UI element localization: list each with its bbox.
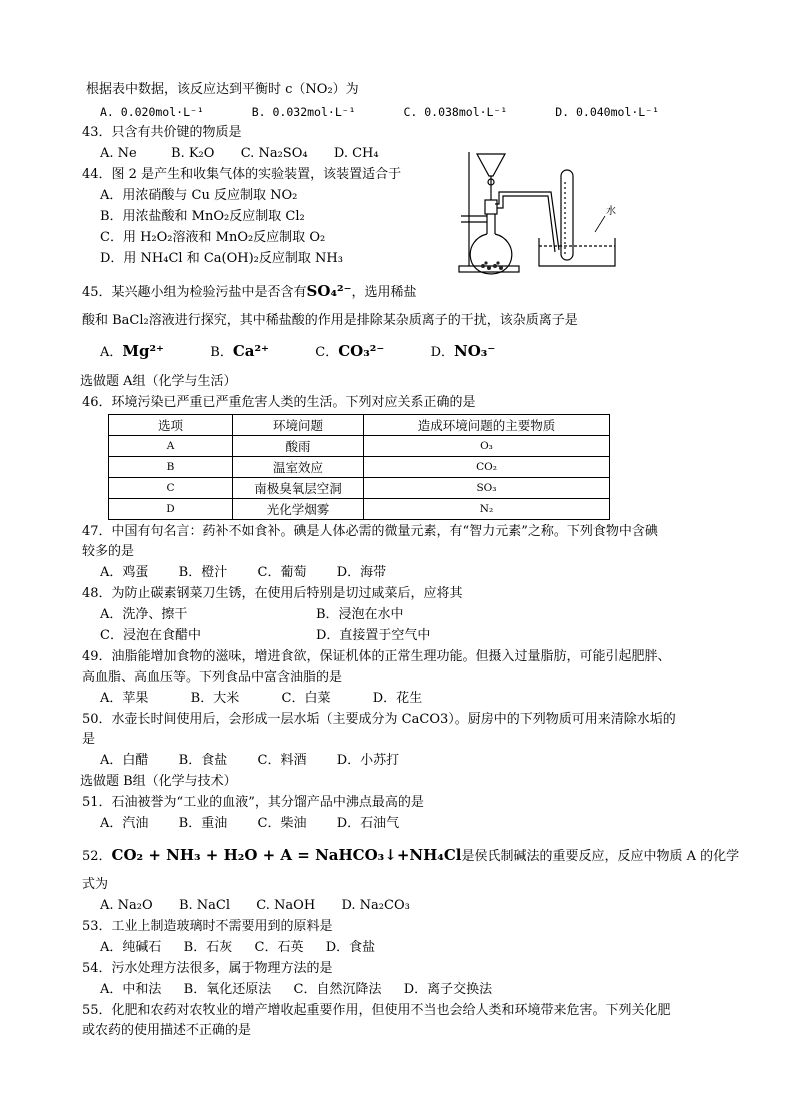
table-cell: 酸雨 — [233, 436, 364, 457]
table-header: 环境问题 — [233, 415, 364, 436]
q44-option-b[interactable]: B．用浓盐酸和 MnO₂反应制取 Cl₂ — [100, 209, 305, 224]
q52-option-c[interactable]: C. NaOH — [256, 898, 316, 913]
table-cell: CO₂ — [364, 457, 610, 478]
q53-options — [100, 939, 375, 957]
section-a-heading: 选做题 A组（化学与生活） — [80, 374, 237, 389]
table-cell: 温室效应 — [233, 457, 364, 478]
q54-option-b[interactable]: B．氧化还原法 — [183, 982, 272, 997]
q42-option-a[interactable]: A. 0.020mol·L⁻¹ — [100, 105, 204, 119]
q46-stem: 46．环境污染已严重已严重危害人类的生活。下列对应关系正确的是 — [82, 395, 476, 410]
q45-stem-line1 — [82, 282, 417, 302]
table-row — [109, 499, 610, 520]
q53-option-a[interactable]: A．纯碱石 — [100, 940, 162, 955]
q52-stem-line2: 式为 — [82, 877, 109, 892]
table-row — [109, 457, 610, 478]
q45-option-b[interactable]: B．Ca²⁺ — [210, 342, 269, 360]
table-header-row — [109, 415, 610, 436]
q48-option-d[interactable]: D．直接置于空气中 — [316, 628, 431, 643]
figure-label-water: 水 — [606, 206, 616, 217]
q52-options — [100, 897, 410, 915]
table-header: 选项 — [109, 415, 233, 436]
q47-option-c[interactable]: C．葡萄 — [257, 565, 307, 580]
q54-options — [100, 981, 492, 999]
table-cell: B — [109, 457, 233, 478]
q49-options — [100, 690, 422, 708]
q49-stem-line2: 高血脂、高血压等。下列食品中富含油脂的是 — [82, 670, 343, 685]
q53-option-d[interactable]: D．食盐 — [325, 940, 376, 955]
q52-stem-tail: 是侯氏制碱法的重要反应，反应中物质 A 的化学 — [461, 849, 740, 864]
q43-options — [100, 145, 379, 163]
q49-option-c[interactable]: C．白菜 — [281, 691, 331, 706]
q43-option-a[interactable]: A. Ne — [100, 146, 137, 161]
q48-option-b[interactable]: B．浸泡在水中 — [316, 607, 404, 622]
q51-option-b[interactable]: B．重油 — [178, 816, 228, 831]
table-cell: 南极臭氧层空洞 — [233, 478, 364, 499]
q54-option-a[interactable]: A．中和法 — [100, 982, 162, 997]
q52-equation: CO₂ + NH₃ + H₂O + A = NaHCO₃↓+NH₄Cl — [111, 846, 462, 864]
q55-stem-line2: 或农药的使用描述不正确的是 — [82, 1023, 252, 1038]
table-row — [109, 436, 610, 457]
q43-option-b[interactable]: B. K₂O — [171, 146, 215, 161]
q54-stem: 54．污水处理方法很多，属于物理方法的是 — [82, 961, 333, 976]
q45-stem-b: ，选用稀盐 — [351, 285, 417, 300]
q49-stem-line1: 49．油脂能增加食物的滋味，增进食欲，保证机体的正常生理功能。但摄入过量脂肪，可能引起肥胖、 — [82, 649, 671, 664]
q51-stem: 51．石油被誉为“工业的血液”，其分馏产品中沸点最高的是 — [82, 795, 424, 810]
q49-option-d[interactable]: D．花生 — [372, 691, 423, 706]
q47-option-b[interactable]: B．橙汁 — [178, 565, 228, 580]
table-cell: 光化学烟雾 — [233, 499, 364, 520]
table-cell: SO₃ — [364, 478, 610, 499]
q46-table — [108, 414, 610, 520]
table-cell: N₂ — [364, 499, 610, 520]
table-row — [109, 478, 610, 499]
q42-options — [100, 103, 659, 121]
q50-options — [100, 752, 399, 770]
q50-option-a[interactable]: A．白醋 — [100, 753, 149, 768]
intro-line: 根据表中数据，该反应达到平衡时 c（NO₂）为 — [86, 82, 359, 97]
q48-option-a[interactable]: A．洗净、擦干 — [100, 607, 188, 622]
q50-option-b[interactable]: B．食盐 — [178, 753, 228, 768]
q47-stem-line1: 47．中国有句名言：药补不如食补。碘是人体必需的微量元素，有“智力元素”之称。下列食物中含碘 — [82, 524, 658, 539]
q45-options — [100, 342, 495, 362]
table-cell: D — [109, 499, 233, 520]
table-cell: O₃ — [364, 436, 610, 457]
q43-option-d[interactable]: D. CH₄ — [333, 146, 379, 161]
q55-stem-line1: 55．化肥和农药对农牧业的增产增收起重要作用，但使用不当也会给人类和环境带来危害。下列关化肥 — [82, 1003, 671, 1018]
q42-option-d[interactable]: D. 0.040mol·L⁻¹ — [555, 105, 660, 119]
q48-stem: 48．为防止碳素钢菜刀生锈，在使用后特别是切过咸菜后，应将其 — [82, 586, 463, 601]
q48-option-c[interactable]: C．浸泡在食醋中 — [100, 628, 201, 643]
q54-option-c[interactable]: C．自然沉降法 — [293, 982, 382, 997]
q50-stem-line1: 50．水壶长时间使用后，会形成一层水垢（主要成分为 CaCO3）。厨房中的下列物质可用来清除水垢的 — [82, 712, 676, 727]
q43-stem: 43．只含有共价键的物质是 — [82, 125, 242, 140]
table-header: 造成环境问题的主要物质 — [364, 415, 610, 436]
q52-option-a[interactable]: A. Na₂O — [100, 898, 153, 913]
q45-sulfate-ion: SO₄²⁻ — [306, 282, 352, 300]
q51-option-c[interactable]: C．柴油 — [257, 816, 307, 831]
q52-number: 52． — [82, 849, 112, 864]
q50-option-d[interactable]: D．小苏打 — [336, 753, 400, 768]
q47-stem-line2: 较多的是 — [82, 544, 135, 559]
q45-option-a[interactable]: A．Mg²⁺ — [100, 342, 164, 360]
q47-option-a[interactable]: A．鸡蛋 — [100, 565, 149, 580]
q52-option-b[interactable]: B. NaCl — [178, 898, 230, 913]
q49-option-b[interactable]: B．大米 — [190, 691, 240, 706]
q53-option-b[interactable]: B．石灰 — [183, 940, 233, 955]
q51-option-a[interactable]: A．汽油 — [100, 816, 149, 831]
table-cell: C — [109, 478, 233, 499]
table-cell: A — [109, 436, 233, 457]
q45-stem-a: 45．某兴趣小组为检验污盐中是否含有 — [82, 285, 307, 300]
q45-option-c[interactable]: C．CO₃²⁻ — [315, 342, 385, 360]
q50-stem-line2: 是 — [82, 732, 96, 747]
q42-option-b[interactable]: B. 0.032mol·L⁻¹ — [251, 105, 356, 119]
q44-stem: 44．图 2 是产生和收集气体的实验装置，该装置适合于 — [82, 167, 402, 182]
q45-option-d[interactable]: D．NO₃⁻ — [430, 342, 496, 360]
q43-option-c[interactable]: C. Na₂SO₄ — [240, 146, 308, 161]
q42-option-c[interactable]: C. 0.038mol·L⁻¹ — [403, 105, 508, 119]
q44-option-a[interactable]: A．用浓硝酸与 Cu 反应制取 NO₂ — [100, 188, 298, 203]
q53-stem: 53．工业上制造玻璃时不需要用到的原料是 — [82, 919, 333, 934]
q50-option-c[interactable]: C．料酒 — [257, 753, 307, 768]
q51-option-d[interactable]: D．石油气 — [336, 816, 400, 831]
q47-options — [100, 564, 386, 582]
q44-option-c[interactable]: C．用 H₂O₂溶液和 MnO₂反应制取 O₂ — [100, 230, 326, 245]
q54-option-d[interactable]: D．离子交换法 — [403, 982, 493, 997]
q52-option-d[interactable]: D. Na₂CO₃ — [341, 898, 410, 913]
q44-option-d[interactable]: D．用 NH₄Cl 和 Ca(OH)₂反应制取 NH₃ — [100, 251, 343, 266]
q53-option-c[interactable]: C．石英 — [254, 940, 304, 955]
q52-stem-line1 — [82, 846, 739, 866]
gas-apparatus-figure — [455, 142, 635, 277]
q51-options — [100, 815, 399, 833]
q45-stem-line2: 酸和 BaCl₂溶液进行探究，其中稀盐酸的作用是排除某杂质离子的干扰，该杂质离子是 — [82, 313, 578, 328]
q49-option-a[interactable]: A．苹果 — [100, 691, 149, 706]
q47-option-d[interactable]: D．海带 — [336, 565, 387, 580]
section-b-heading: 选做题 B组（化学与技术） — [80, 774, 237, 789]
